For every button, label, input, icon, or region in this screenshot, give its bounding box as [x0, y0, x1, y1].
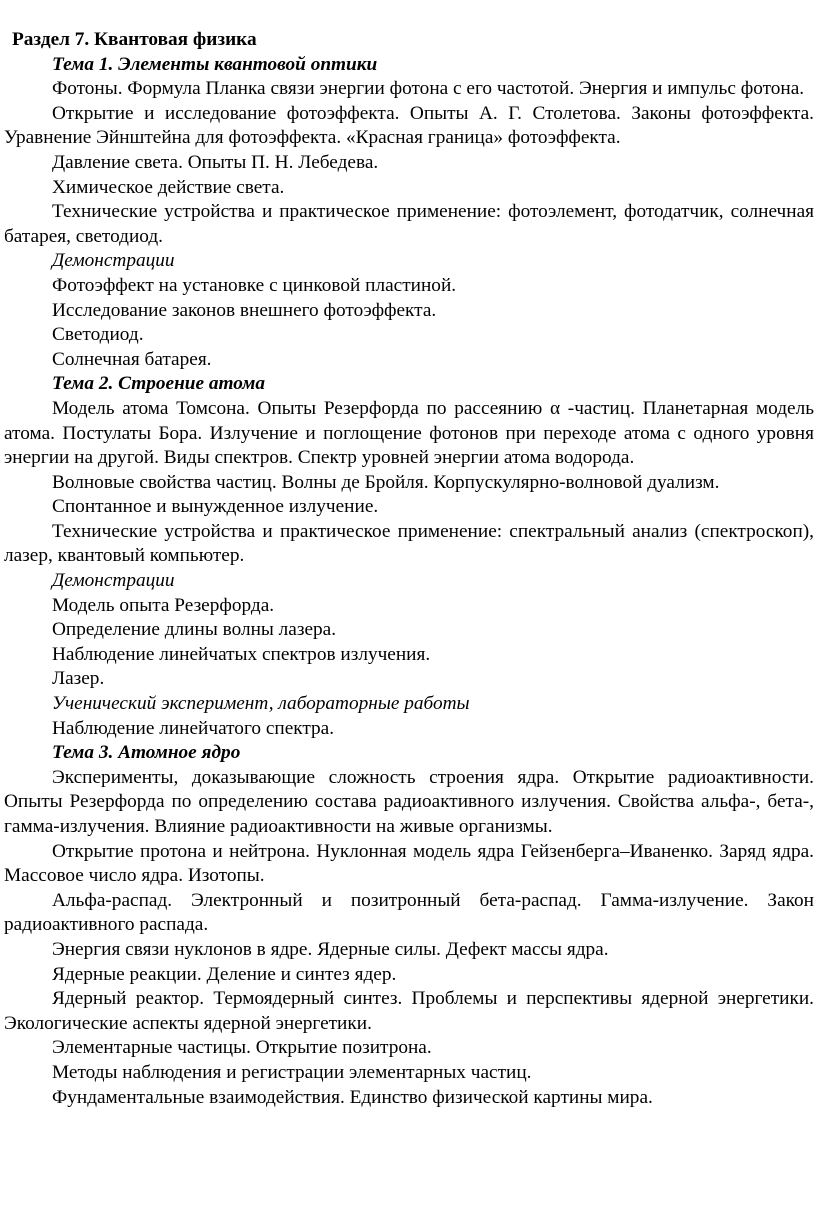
paragraph: Открытие и исследование фотоэффекта. Опыты А. Г. Столетова. Законы фотоэффекта. Уравнение Эйнштейна для фотоэффекта. «Красная граница» фотоэффекта. [4, 102, 814, 149]
demo-item: Определение длины волны лазера. [52, 619, 337, 641]
demo-item: Солнечная батарея. [52, 348, 212, 370]
paragraph: Фотоны. Формула Планка связи энергии фотона с его частотой. Энергия и импульс фотона. [52, 78, 805, 100]
demo-heading: Демонстрации [52, 250, 175, 272]
paragraph: Альфа-распад. Электронный и позитронный бета-распад. Гамма-излучение. Закон радиоактивного распада. [4, 889, 814, 936]
demo-item: Исследование законов внешнего фотоэффекта. [52, 299, 437, 321]
paragraph: Энергия связи нуклонов в ядре. Ядерные силы. Дефект массы ядра. [52, 938, 609, 960]
paragraph: Ядерный реактор. Термоядерный синтез. Проблемы и перспективы ядерной энергетики. Экологические аспекты ядерной энергетики. [4, 988, 814, 1034]
paragraph: Модель атома Томсона. Опыты Резерфорда по рассеянию α -частиц. Планетарная модель атома. Постулаты Бора. Излучение и поглощение фотонов при переходе атома с одного уровня энергии на другой. Виды спектров. Спектр уровней энергии атома водорода. [4, 397, 814, 469]
demo-item: Светодиод. [52, 324, 144, 346]
paragraph: Ядерные реакции. Деление и синтез ядер. [52, 963, 397, 985]
lab-item: Наблюдение линейчатого спектра. [52, 717, 335, 739]
paragraph: Методы наблюдения и регистрации элементарных частиц. [52, 1061, 532, 1083]
paragraph: Волновые свойства частиц. Волны де Бройля. Корпускулярно-волновой дуализм. [52, 471, 720, 493]
paragraph: Давление света. Опыты П. Н. Лебедева. [52, 151, 379, 173]
topic-title: Тема 3. Атомное ядро [52, 742, 241, 764]
paragraph: Открытие протона и нейтрона. Нуклонная модель ядра Гейзенберга–Иваненко. Заряд ядра. Массовое число ядра. Изотопы. [4, 840, 814, 887]
demo-item: Наблюдение линейчатых спектров излучения. [52, 643, 431, 665]
lab-heading: Ученический эксперимент, лабораторные работы [52, 693, 470, 715]
paragraph: Технические устройства и практическое применение: спектральный анализ (спектроскоп), лазер, квантовый компьютер. [4, 520, 814, 567]
paragraph: Технические устройства и практическое применение: фотоэлемент, фотодатчик, солнечная батарея, светодиод. [4, 201, 814, 247]
paragraph: Элементарные частицы. Открытие позитрона. [52, 1037, 432, 1059]
topic-title: Тема 2. Строение атома [52, 373, 266, 395]
demo-item: Модель опыта Резерфорда. [52, 594, 275, 616]
demo-item: Фотоэффект на установке с цинковой пластиной. [52, 274, 457, 296]
paragraph: Химическое действие света. [52, 176, 285, 198]
paragraph: Спонтанное и вынужденное излучение. [52, 496, 379, 518]
demo-item: Лазер. [52, 668, 105, 690]
topic-title: Тема 1. Элементы квантовой оптики [52, 53, 378, 75]
paragraph: Фундаментальные взаимодействия. Единство физической картины мира. [52, 1086, 653, 1108]
demo-heading: Демонстрации [52, 570, 175, 592]
section-title: Раздел 7. Квантовая физика [12, 29, 257, 50]
paragraph: Эксперименты, доказывающие сложность строения ядра. Открытие радиоактивности. Опыты Резерфорда по определению состава радиоактивного излучения. Свойства альфа-, бета-, гамма-излучения. Влияние радиоактивности на живые организмы. [4, 766, 814, 837]
